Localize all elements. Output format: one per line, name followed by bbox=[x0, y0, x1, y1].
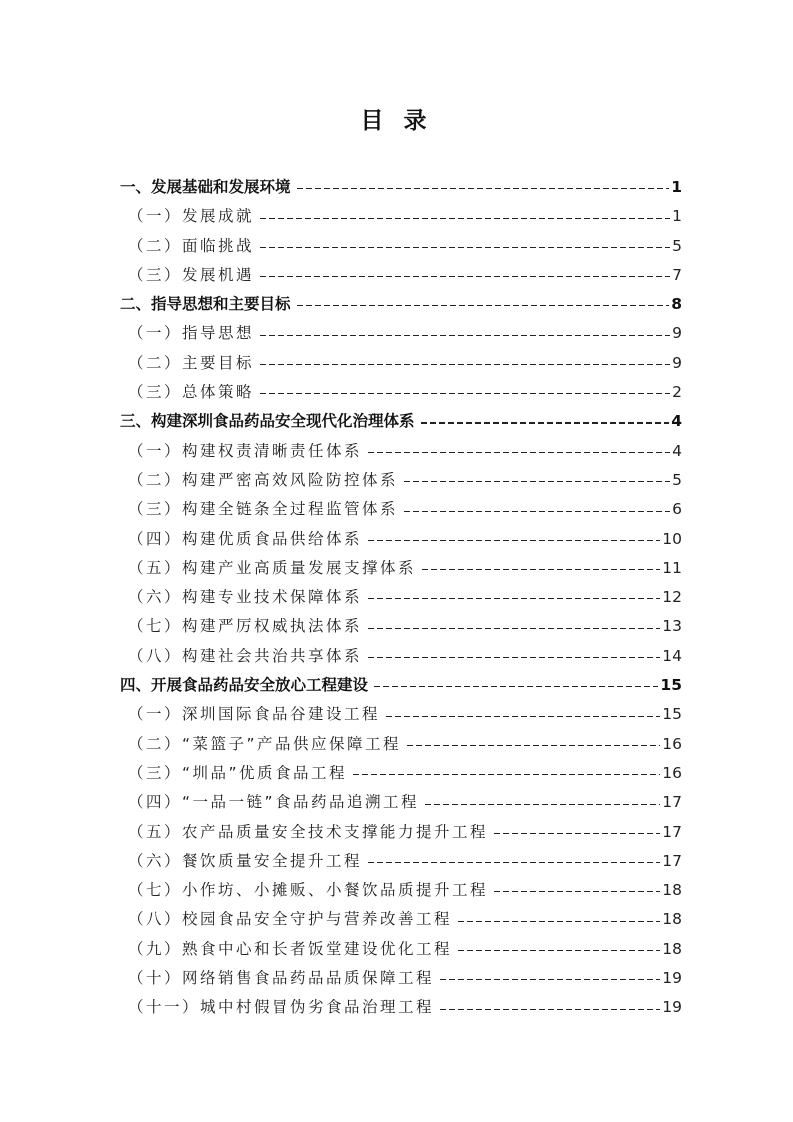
toc-section-entry[interactable] bbox=[120, 261, 682, 290]
toc-entry-label: （六）构建专业技术保障体系 bbox=[128, 588, 363, 607]
toc-entry-label: （二）主要目标 bbox=[128, 353, 255, 372]
toc-page-number: 14 bbox=[662, 646, 682, 665]
toc-entry-label: （三）“圳品”优质食品工程 bbox=[128, 763, 348, 782]
toc-entry-label: （三）构建全链条全过程监管体系 bbox=[128, 500, 399, 519]
toc-section-entry[interactable] bbox=[120, 700, 682, 729]
toc-page-number: 7 bbox=[672, 265, 682, 284]
dot-leader bbox=[421, 422, 670, 424]
toc-page-number: 16 bbox=[662, 734, 682, 753]
toc-section-entry[interactable] bbox=[120, 583, 682, 612]
dot-leader bbox=[297, 305, 670, 307]
toc-page-number: 8 bbox=[671, 295, 682, 314]
toc-page-number: 15 bbox=[660, 676, 682, 695]
dot-leader bbox=[260, 393, 670, 394]
dot-leader bbox=[494, 833, 660, 834]
dot-leader bbox=[260, 335, 670, 336]
toc-entry-label: （二）构建严密高效风险防控体系 bbox=[128, 470, 399, 489]
dot-leader bbox=[368, 452, 670, 453]
toc-entry-label: （三）发展机遇 bbox=[128, 265, 255, 284]
dot-leader bbox=[374, 686, 658, 688]
toc-page-number: 9 bbox=[672, 324, 682, 343]
toc-section-entry[interactable] bbox=[120, 612, 682, 641]
toc-page-number: 17 bbox=[662, 822, 682, 841]
toc-page-number: 10 bbox=[662, 529, 682, 548]
toc-page-number: 19 bbox=[662, 969, 682, 988]
toc-page-number: 2 bbox=[672, 383, 682, 402]
dot-leader bbox=[297, 188, 670, 190]
page-title: 目 录 bbox=[360, 108, 433, 134]
toc-section-entry[interactable] bbox=[120, 759, 682, 788]
toc-entry-label: （六）餐饮质量安全提升工程 bbox=[128, 851, 363, 870]
toc-chapter-entry[interactable] bbox=[120, 407, 682, 436]
dot-leader bbox=[407, 745, 660, 746]
dot-leader bbox=[422, 569, 660, 570]
toc-entry-label: （一）发展成就 bbox=[128, 207, 255, 226]
toc-page-number: 18 bbox=[662, 910, 682, 929]
toc-section-entry[interactable] bbox=[120, 788, 682, 817]
dot-leader bbox=[260, 247, 670, 248]
toc-page-number: 6 bbox=[672, 500, 682, 519]
toc-chapter-entry[interactable] bbox=[120, 671, 682, 700]
toc-section-entry[interactable] bbox=[120, 993, 682, 1022]
dot-leader bbox=[368, 657, 660, 658]
toc-section-entry[interactable] bbox=[120, 202, 682, 231]
toc-entry-label: （五）构建产业高质量发展支撑体系 bbox=[128, 558, 417, 577]
dot-leader bbox=[368, 862, 660, 863]
toc-section-entry[interactable] bbox=[120, 642, 682, 671]
toc-section-entry[interactable] bbox=[120, 378, 682, 407]
dot-leader bbox=[386, 716, 660, 717]
toc-entry-label: （七）构建严厉权威执法体系 bbox=[128, 617, 363, 636]
toc-entry-label: （一）构建权责清晰责任体系 bbox=[128, 441, 363, 460]
toc-page-number: 1 bbox=[672, 207, 682, 226]
toc-entry-label: 三、构建深圳食品药品安全现代化治理体系 bbox=[120, 412, 415, 431]
table-of-contents bbox=[120, 173, 682, 1023]
toc-entry-label: （十）网络销售食品药品品质保障工程 bbox=[128, 969, 435, 988]
dot-leader bbox=[368, 540, 660, 541]
toc-entry-label: （九）熟食中心和长者饭堂建设优化工程 bbox=[128, 939, 453, 958]
toc-section-entry[interactable] bbox=[120, 554, 682, 583]
toc-page-number: 16 bbox=[662, 763, 682, 782]
toc-page-number: 17 bbox=[662, 793, 682, 812]
dot-leader bbox=[368, 598, 660, 599]
dot-leader bbox=[440, 979, 660, 980]
toc-page-number: 9 bbox=[672, 353, 682, 372]
toc-entry-label: （五）农产品质量安全技术支撑能力提升工程 bbox=[128, 822, 489, 841]
dot-leader bbox=[353, 774, 660, 775]
toc-section-entry[interactable] bbox=[120, 964, 682, 993]
toc-entry-label: （二）“菜篮子”产品供应保障工程 bbox=[128, 734, 402, 753]
toc-chapter-entry[interactable] bbox=[120, 290, 682, 319]
toc-entry-label: 四、开展食品药品安全放心工程建设 bbox=[120, 676, 369, 695]
toc-section-entry[interactable] bbox=[120, 847, 682, 876]
toc-page-number: 15 bbox=[662, 705, 682, 724]
toc-section-entry[interactable] bbox=[120, 905, 682, 934]
toc-section-entry[interactable] bbox=[120, 525, 682, 554]
toc-section-entry[interactable] bbox=[120, 437, 682, 466]
toc-page-number: 4 bbox=[671, 412, 682, 431]
toc-entry-label: （一）指导思想 bbox=[128, 324, 255, 343]
toc-page-number: 11 bbox=[662, 558, 682, 577]
toc-page-number: 5 bbox=[672, 470, 682, 489]
dot-leader bbox=[260, 276, 670, 277]
toc-section-entry[interactable] bbox=[120, 466, 682, 495]
toc-page-number: 13 bbox=[662, 617, 682, 636]
dot-leader bbox=[404, 511, 670, 512]
toc-section-entry[interactable] bbox=[120, 495, 682, 524]
toc-entry-label: （十一）城中村假冒伪劣食品治理工程 bbox=[128, 998, 435, 1017]
dot-leader bbox=[440, 1009, 660, 1010]
toc-page-number: 12 bbox=[662, 588, 682, 607]
toc-entry-label: （二）面临挑战 bbox=[128, 236, 255, 255]
toc-section-entry[interactable] bbox=[120, 232, 682, 261]
toc-section-entry[interactable] bbox=[120, 818, 682, 847]
toc-entry-label: （四）“一品一链”食品药品追溯工程 bbox=[128, 793, 420, 812]
toc-page-number: 4 bbox=[672, 441, 682, 460]
toc-page-number: 17 bbox=[662, 851, 682, 870]
toc-page-number: 1 bbox=[671, 178, 682, 196]
dot-leader bbox=[404, 481, 670, 482]
toc-section-entry[interactable] bbox=[120, 319, 682, 348]
toc-entry-label: （八）校园食品安全守护与营养改善工程 bbox=[128, 910, 453, 929]
toc-entry-label: （八）构建社会共治共享体系 bbox=[128, 646, 363, 665]
toc-entry-label: 一、发展基础和发展环境 bbox=[120, 178, 291, 196]
dot-leader bbox=[425, 804, 660, 805]
toc-entry-label: （三）总体策略 bbox=[128, 383, 255, 402]
toc-page-number: 5 bbox=[672, 236, 682, 255]
dot-leader bbox=[260, 364, 670, 365]
toc-chapter-entry[interactable] bbox=[120, 173, 682, 202]
toc-entry-label: （一）深圳国际食品谷建设工程 bbox=[128, 705, 381, 724]
toc-section-entry[interactable] bbox=[120, 876, 682, 905]
dot-leader bbox=[494, 891, 660, 892]
toc-page-number: 19 bbox=[662, 998, 682, 1017]
toc-section-entry[interactable] bbox=[120, 935, 682, 964]
toc-entry-label: （四）构建优质食品供给体系 bbox=[128, 529, 363, 548]
dot-leader bbox=[458, 921, 660, 922]
toc-section-entry[interactable] bbox=[120, 730, 682, 759]
dot-leader bbox=[458, 950, 660, 951]
toc-page-number: 18 bbox=[662, 939, 682, 958]
toc-entry-label: 二、指导思想和主要目标 bbox=[120, 295, 291, 314]
dot-leader bbox=[260, 218, 670, 219]
toc-section-entry[interactable] bbox=[120, 349, 682, 378]
dot-leader bbox=[368, 628, 660, 629]
toc-entry-label: （七）小作坊、小摊贩、小餐饮品质提升工程 bbox=[128, 881, 489, 900]
toc-page-number: 18 bbox=[662, 881, 682, 900]
